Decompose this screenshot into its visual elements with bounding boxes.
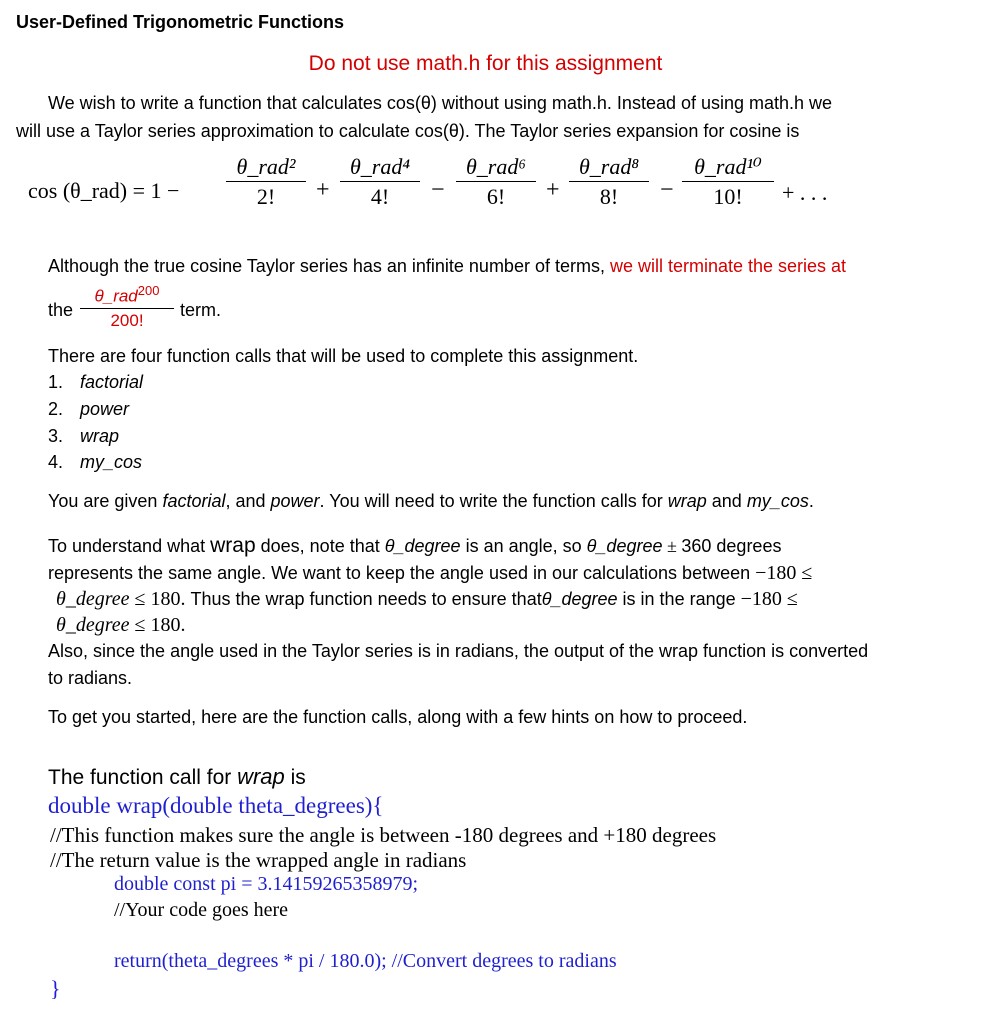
range-lower: −180 ≤ <box>755 562 813 584</box>
terminate-term: term. <box>180 300 222 320</box>
given-text: and <box>706 491 747 511</box>
given-text: , and <box>225 491 271 511</box>
function-calls-intro: There are four function calls that will be used to complete this assignment. <box>48 346 639 366</box>
term-numerator: θ_rad⁶ <box>465 154 527 179</box>
terminate-line <box>48 256 846 277</box>
fraction-bar <box>340 181 420 182</box>
wrap-text: Thus the wrap function needs to ensure that <box>190 589 542 609</box>
wrap-text: does, note that <box>255 536 385 556</box>
given-text: . <box>808 491 814 511</box>
list-label: factorial <box>80 372 144 392</box>
fraction-bar <box>682 181 774 182</box>
list-item <box>48 426 119 447</box>
intro-line-1: We wish to write a function that calculates cos(θ) without using math.h. Instead of using math.h we <box>48 93 833 113</box>
wrap-explain-line-2 <box>48 562 812 585</box>
terminate-the: the <box>48 300 74 320</box>
formula-term <box>226 154 306 209</box>
theta-degree: θ_degree <box>384 536 461 556</box>
code-signature: double wrap(double theta_degrees){ <box>48 793 384 818</box>
given-line <box>48 491 814 512</box>
formula-operator: − <box>431 177 445 203</box>
list-label: wrap <box>80 426 120 446</box>
term-numerator: θ_rad² <box>236 154 296 179</box>
intro-line-2: will use a Taylor series approximation to calculate cos(θ). The Taylor series expansion for cosine is <box>16 121 800 141</box>
term-denominator: 4! <box>370 184 390 209</box>
terminate-text: Although the true cosine Taylor series has an infinite number of terms, <box>48 256 610 276</box>
formula-operator: − <box>660 177 674 203</box>
terminate-fraction-base: θ_rad <box>94 286 138 306</box>
term-numerator: θ_rad⁸ <box>578 154 640 179</box>
given-my-cos: my_cos <box>746 491 809 511</box>
code-heading-wrap: wrap <box>237 764 285 789</box>
list-number: 1. <box>48 372 64 392</box>
code-return-line: return(theta_degrees * pi / 180.0); //Convert degrees to radians <box>114 950 617 972</box>
term-numerator: θ_rad⁴ <box>349 154 411 179</box>
list-label: my_cos <box>80 452 143 472</box>
warning-text: Do not use math.h for this assignment <box>308 52 663 75</box>
formula-lhs: cos (θ_rad) = 1 − <box>28 178 180 203</box>
wrap-explain-line-6: to radians. <box>48 668 133 688</box>
started-text: To get you started, here are the function calls, along with a few hints on how to proceed. <box>48 707 748 727</box>
wrap-explain-line-1 <box>48 534 781 558</box>
range-upper: ≤ 180. <box>129 588 191 610</box>
wrap-explain-line-3 <box>56 588 798 611</box>
plus-minus: ± <box>662 536 682 556</box>
formula-operator: + <box>546 177 560 203</box>
terminate-highlight: we will terminate the series at <box>609 256 847 276</box>
term-denominator: 8! <box>599 184 619 209</box>
wrap-text: represents the same angle. We want to keep the angle used in our calculations between <box>48 563 756 583</box>
list-item <box>48 399 129 420</box>
list-number: 4. <box>48 452 64 472</box>
term-denominator: 2! <box>256 184 276 209</box>
list-number: 3. <box>48 426 64 446</box>
fraction-bar <box>456 181 536 182</box>
theta-degree: θ_degree <box>56 588 130 610</box>
code-comment: //Your code goes here <box>114 899 289 921</box>
term-numerator: θ_rad¹⁰ <box>694 154 762 179</box>
given-factorial: factorial <box>162 491 226 511</box>
terminate-fraction-num <box>80 280 174 308</box>
code-heading-text: The function call for <box>48 766 238 789</box>
code-heading <box>48 764 306 790</box>
formula-term <box>340 154 420 209</box>
given-text: You are given <box>48 491 163 511</box>
page-title: User-Defined Trigonometric Functions <box>16 12 345 32</box>
list-label: power <box>80 399 130 419</box>
given-text: . You will need to write the function calls for <box>319 491 668 511</box>
code-comment: //The return value is the wrapped angle in radians <box>50 848 467 872</box>
fraction-bar <box>226 181 306 182</box>
range-lower: −180 ≤ <box>740 588 798 610</box>
formula-operator: + <box>316 177 330 203</box>
given-wrap: wrap <box>667 491 707 511</box>
wrap-explain-line-5: Also, since the angle used in the Taylor series is in radians, the output of the wrap function is converted <box>48 641 869 661</box>
wrap-keyword: wrap <box>210 534 256 557</box>
formula-operator: + . . . <box>782 180 828 205</box>
wrap-text: To understand what <box>48 536 211 556</box>
code-pi-line: double const pi = 3.14159265358979; <box>114 873 419 895</box>
terminate-fraction <box>80 280 174 333</box>
code-comment: //This function makes sure the angle is between -180 degrees and +180 degrees <box>50 823 717 847</box>
terminate-fraction-den: 200! <box>110 310 144 330</box>
wrap-text: 360 degrees <box>681 536 782 556</box>
range-upper: ≤ 180. <box>129 614 186 636</box>
fraction-bar <box>569 181 649 182</box>
theta-degree: θ_degree <box>56 614 130 636</box>
formula-term <box>682 154 774 209</box>
term-denominator: 10! <box>713 184 743 209</box>
wrap-text: is an angle, so <box>460 536 587 556</box>
list-item <box>48 372 143 393</box>
wrap-text: is in the range <box>617 589 741 609</box>
list-item <box>48 452 142 473</box>
code-close-brace: } <box>50 976 61 1001</box>
terminate-fraction-exp: 200 <box>137 283 160 298</box>
formula-term <box>569 154 649 209</box>
code-heading-text: is <box>284 766 306 789</box>
given-power: power <box>270 491 320 511</box>
list-number: 2. <box>48 399 64 419</box>
theta-degree: θ_degree <box>541 589 618 609</box>
term-denominator: 6! <box>486 184 506 209</box>
theta-degree: θ_degree <box>586 536 663 556</box>
formula-term <box>456 154 536 209</box>
wrap-explain-line-4 <box>56 614 185 637</box>
